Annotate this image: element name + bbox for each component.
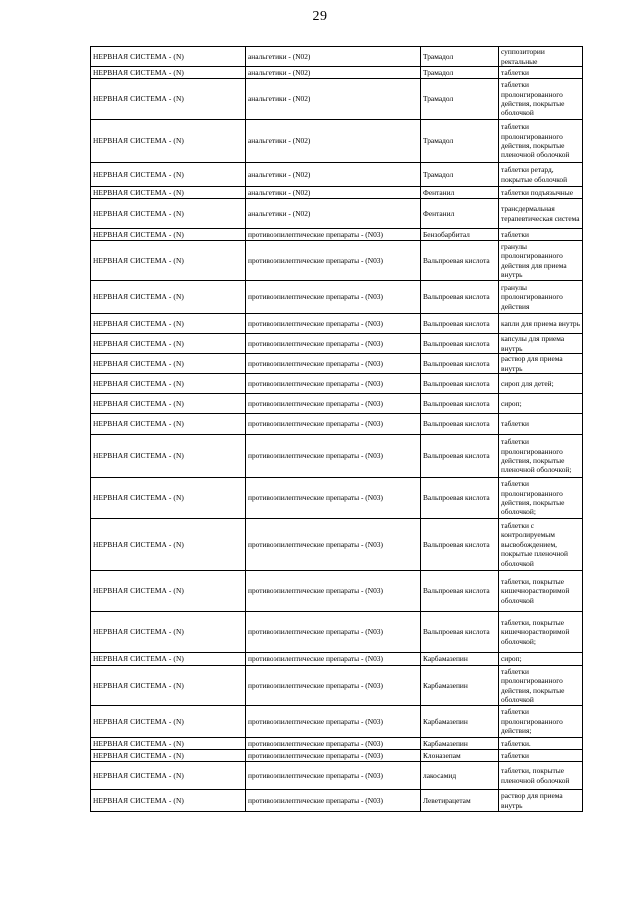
cell-anatomical-group: НЕРВНАЯ СИСТЕМА - (N) — [91, 750, 246, 762]
table-row — [91, 47, 583, 67]
cell-therapeutic-group: противоэпилептические препараты - (N03) — [246, 762, 421, 790]
cell-anatomical-group: НЕРВНАЯ СИСТЕМА - (N) — [91, 762, 246, 790]
table-row — [91, 67, 583, 79]
cell-therapeutic-group: анальгетики - (N02) — [246, 79, 421, 120]
table-row — [91, 478, 583, 519]
cell-therapeutic-group: противоэпилептические препараты - (N03) — [246, 414, 421, 435]
cell-therapeutic-group: анальгетики - (N02) — [246, 67, 421, 79]
cell-dosage-form: трансдермальная терапевтическая система — [499, 199, 583, 229]
cell-therapeutic-group: противоэпилептические препараты - (N03) — [246, 519, 421, 571]
cell-therapeutic-group: противоэпилептические препараты - (N03) — [246, 738, 421, 750]
cell-dosage-form: таблетки пролонгированного действия; — [499, 706, 583, 738]
cell-dosage-form: таблетки, покрытые кишечнорастворимой оболочкой; — [499, 612, 583, 653]
cell-therapeutic-group: противоэпилептические препараты - (N03) — [246, 653, 421, 666]
cell-dosage-form: таблетки ретард, покрытые оболочкой — [499, 163, 583, 187]
cell-therapeutic-group: противоэпилептические препараты - (N03) — [246, 281, 421, 314]
cell-dosage-form: таблетки, покрытые кишечнорастворимой оболочкой — [499, 571, 583, 612]
cell-anatomical-group: НЕРВНАЯ СИСТЕМА - (N) — [91, 314, 246, 334]
table-row — [91, 653, 583, 666]
cell-anatomical-group: НЕРВНАЯ СИСТЕМА - (N) — [91, 163, 246, 187]
cell-therapeutic-group: противоэпилептические препараты - (N03) — [246, 314, 421, 334]
cell-drug-name: Вальпроевая кислота — [421, 435, 499, 478]
cell-therapeutic-group: противоэпилептические препараты - (N03) — [246, 666, 421, 706]
cell-therapeutic-group: противоэпилептические препараты - (N03) — [246, 790, 421, 812]
table-row — [91, 738, 583, 750]
page-number: 29 — [312, 9, 328, 24]
table-row — [91, 666, 583, 706]
cell-dosage-form: таблетки с контролируемым высвобождением, покрытые пленочной оболочкой — [499, 519, 583, 571]
cell-therapeutic-group: противоэпилептические препараты - (N03) — [246, 435, 421, 478]
cell-therapeutic-group: противоэпилептические препараты - (N03) — [246, 571, 421, 612]
cell-drug-name: Клоназепам — [421, 750, 499, 762]
cell-drug-name: Трамадол — [421, 47, 499, 67]
cell-anatomical-group: НЕРВНАЯ СИСТЕМА - (N) — [91, 571, 246, 612]
cell-drug-name: Трамадол — [421, 79, 499, 120]
table-row — [91, 762, 583, 790]
cell-drug-name: Карбамазепин — [421, 706, 499, 738]
cell-dosage-form: сироп для детей; — [499, 374, 583, 394]
cell-drug-name: Вальпроевая кислота — [421, 374, 499, 394]
cell-dosage-form: таблетки пролонгированного действия, покрытые оболочкой — [499, 666, 583, 706]
cell-anatomical-group: НЕРВНАЯ СИСТЕМА - (N) — [91, 519, 246, 571]
table-row — [91, 199, 583, 229]
cell-anatomical-group: НЕРВНАЯ СИСТЕМА - (N) — [91, 653, 246, 666]
cell-anatomical-group: НЕРВНАЯ СИСТЕМА - (N) — [91, 354, 246, 374]
cell-anatomical-group: НЕРВНАЯ СИСТЕМА - (N) — [91, 706, 246, 738]
table-row — [91, 750, 583, 762]
cell-anatomical-group: НЕРВНАЯ СИСТЕМА - (N) — [91, 612, 246, 653]
cell-dosage-form: сироп; — [499, 394, 583, 414]
cell-drug-name: Вальпроевая кислота — [421, 334, 499, 354]
cell-drug-name: Вальпроевая кислота — [421, 571, 499, 612]
cell-drug-name: Трамадол — [421, 67, 499, 79]
cell-anatomical-group: НЕРВНАЯ СИСТЕМА - (N) — [91, 199, 246, 229]
cell-therapeutic-group: противоэпилептические препараты - (N03) — [246, 612, 421, 653]
cell-dosage-form: таблетки — [499, 414, 583, 435]
cell-drug-name: Леветирацетам — [421, 790, 499, 812]
table-row — [91, 790, 583, 812]
cell-dosage-form: таблетки. — [499, 738, 583, 750]
cell-dosage-form: сироп; — [499, 653, 583, 666]
cell-anatomical-group: НЕРВНАЯ СИСТЕМА - (N) — [91, 79, 246, 120]
cell-therapeutic-group: анальгетики - (N02) — [246, 163, 421, 187]
cell-therapeutic-group: противоэпилептические препараты - (N03) — [246, 229, 421, 241]
cell-dosage-form: таблетки — [499, 750, 583, 762]
cell-drug-name: Вальпроевая кислота — [421, 612, 499, 653]
cell-anatomical-group: НЕРВНАЯ СИСТЕМА - (N) — [91, 67, 246, 79]
cell-dosage-form: таблетки, покрытые пленочной оболочкой — [499, 762, 583, 790]
cell-anatomical-group: НЕРВНАЯ СИСТЕМА - (N) — [91, 478, 246, 519]
cell-drug-name: Трамадол — [421, 163, 499, 187]
cell-drug-name: Вальпроевая кислота — [421, 354, 499, 374]
table-row — [91, 374, 583, 394]
cell-therapeutic-group: анальгетики - (N02) — [246, 187, 421, 199]
table-row — [91, 163, 583, 187]
cell-anatomical-group: НЕРВНАЯ СИСТЕМА - (N) — [91, 187, 246, 199]
cell-dosage-form: гранулы пролонгированного действия для приема внутрь — [499, 241, 583, 281]
cell-dosage-form: таблетки — [499, 67, 583, 79]
table-row — [91, 354, 583, 374]
cell-anatomical-group: НЕРВНАЯ СИСТЕМА - (N) — [91, 790, 246, 812]
cell-dosage-form: таблетки — [499, 229, 583, 241]
cell-therapeutic-group: противоэпилептические препараты - (N03) — [246, 394, 421, 414]
cell-drug-name: Вальпроевая кислота — [421, 314, 499, 334]
table-row — [91, 435, 583, 478]
cell-therapeutic-group: противоэпилептические препараты - (N03) — [246, 478, 421, 519]
cell-dosage-form: таблетки пролонгированного действия, покрытые оболочкой — [499, 79, 583, 120]
cell-anatomical-group: НЕРВНАЯ СИСТЕМА - (N) — [91, 738, 246, 750]
cell-therapeutic-group: противоэпилептические препараты - (N03) — [246, 750, 421, 762]
cell-anatomical-group: НЕРВНАЯ СИСТЕМА - (N) — [91, 241, 246, 281]
table-row — [91, 334, 583, 354]
cell-dosage-form: таблетки пролонгированного действия, покрытые оболочкой; — [499, 478, 583, 519]
table-row — [91, 571, 583, 612]
cell-anatomical-group: НЕРВНАЯ СИСТЕМА - (N) — [91, 334, 246, 354]
table-row — [91, 612, 583, 653]
table-row — [91, 706, 583, 738]
table-row — [91, 229, 583, 241]
cell-anatomical-group: НЕРВНАЯ СИСТЕМА - (N) — [91, 120, 246, 163]
cell-dosage-form: раствор для приема внутрь — [499, 354, 583, 374]
cell-dosage-form: капли для приема внутрь — [499, 314, 583, 334]
cell-drug-name: Вальпроевая кислота — [421, 394, 499, 414]
cell-drug-name: Вальпроевая кислота — [421, 281, 499, 314]
table-row — [91, 281, 583, 314]
cell-therapeutic-group: противоэпилептические препараты - (N03) — [246, 706, 421, 738]
table-row — [91, 314, 583, 334]
cell-drug-name: Фентанил — [421, 199, 499, 229]
cell-drug-name: Вальпроевая кислота — [421, 414, 499, 435]
cell-anatomical-group: НЕРВНАЯ СИСТЕМА - (N) — [91, 414, 246, 435]
cell-drug-name: Вальпроевая кислота — [421, 519, 499, 571]
table-row — [91, 394, 583, 414]
cell-therapeutic-group: анальгетики - (N02) — [246, 199, 421, 229]
table-row — [91, 79, 583, 120]
cell-drug-name: Трамадол — [421, 120, 499, 163]
cell-drug-name: Вальпроевая кислота — [421, 241, 499, 281]
cell-dosage-form: раствор для приема внутрь — [499, 790, 583, 812]
cell-therapeutic-group: противоэпилептические препараты - (N03) — [246, 334, 421, 354]
cell-drug-name: Карбамазепин — [421, 653, 499, 666]
cell-anatomical-group: НЕРВНАЯ СИСТЕМА - (N) — [91, 435, 246, 478]
cell-anatomical-group: НЕРВНАЯ СИСТЕМА - (N) — [91, 47, 246, 67]
cell-dosage-form: таблетки пролонгированного действия, покрытые пленочной оболочкой — [499, 120, 583, 163]
cell-dosage-form: гранулы пролонгированного действия — [499, 281, 583, 314]
cell-therapeutic-group: противоэпилептические препараты - (N03) — [246, 374, 421, 394]
cell-drug-name: Карбамазепин — [421, 738, 499, 750]
cell-dosage-form: таблетки подъязычные — [499, 187, 583, 199]
cell-therapeutic-group: противоэпилептические препараты - (N03) — [246, 354, 421, 374]
cell-anatomical-group: НЕРВНАЯ СИСТЕМА - (N) — [91, 374, 246, 394]
table-row — [91, 519, 583, 571]
cell-drug-name: Бензобарбитал — [421, 229, 499, 241]
cell-drug-name: Карбамазепин — [421, 666, 499, 706]
cell-drug-name: Вальпроевая кислота — [421, 478, 499, 519]
table-row — [91, 120, 583, 163]
cell-dosage-form: капсулы для приема внутрь — [499, 334, 583, 354]
cell-anatomical-group: НЕРВНАЯ СИСТЕМА - (N) — [91, 229, 246, 241]
cell-dosage-form: суппозитории ректальные — [499, 47, 583, 67]
cell-therapeutic-group: анальгетики - (N02) — [246, 47, 421, 67]
cell-drug-name: лакосамид — [421, 762, 499, 790]
cell-anatomical-group: НЕРВНАЯ СИСТЕМА - (N) — [91, 394, 246, 414]
table-row — [91, 187, 583, 199]
cell-anatomical-group: НЕРВНАЯ СИСТЕМА - (N) — [91, 666, 246, 706]
cell-therapeutic-group: анальгетики - (N02) — [246, 120, 421, 163]
cell-therapeutic-group: противоэпилептические препараты - (N03) — [246, 241, 421, 281]
table-row — [91, 241, 583, 281]
table-row — [91, 414, 583, 435]
cell-drug-name: Фентанил — [421, 187, 499, 199]
cell-dosage-form: таблетки пролонгированного действия, покрытые пленочной оболочкой; — [499, 435, 583, 478]
drug-list-table — [90, 46, 583, 812]
cell-anatomical-group: НЕРВНАЯ СИСТЕМА - (N) — [91, 281, 246, 314]
